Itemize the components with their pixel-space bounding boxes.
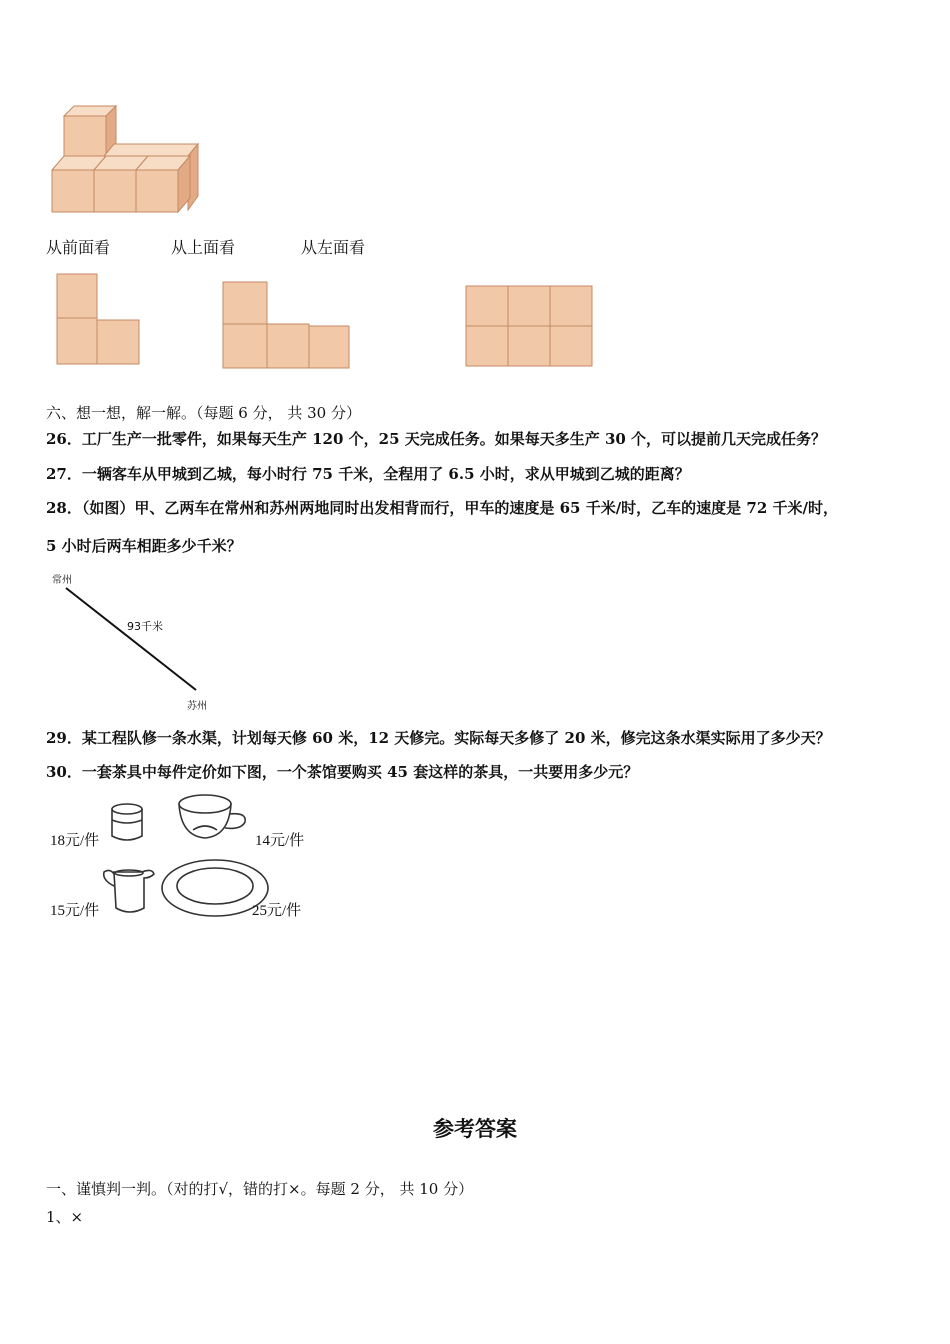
cup-price: 18元/件 bbox=[50, 833, 100, 849]
question-28-line1: 28．（如图）甲、乙两车在常州和苏州两地同时出发相背而行，甲车的速度是 65 千米/时，乙车的速度是 72 千米/时， bbox=[46, 499, 838, 517]
left-view-figure bbox=[464, 284, 596, 370]
question-28-line2: 5 小时后两车相距多少千米？ bbox=[46, 537, 242, 555]
teapot-price: 15元/件 bbox=[50, 903, 100, 919]
distance-label: 93千米 bbox=[127, 620, 163, 633]
answers-title: 参考答案 bbox=[433, 1117, 517, 1141]
view-label-left: 从左面看 bbox=[301, 238, 366, 257]
distance-line bbox=[62, 584, 202, 694]
cube-arrangement-figure bbox=[50, 104, 205, 216]
view-label-top: 从上面看 bbox=[171, 238, 236, 257]
section6-title: 六、想一想，解一解。（每题 6 分， 共 30 分） bbox=[46, 404, 361, 422]
front-view-figure bbox=[55, 272, 145, 368]
answers-section1-title: 一、谨慎判一判。（对的打√，错的打×。每题 2 分， 共 10 分） bbox=[46, 1180, 474, 1198]
bowl-icon bbox=[175, 792, 251, 848]
view-label-front: 从前面看 bbox=[46, 238, 111, 257]
city-changzhou-label: 常州 bbox=[52, 575, 72, 586]
top-view-figure bbox=[221, 280, 355, 372]
cup-icon bbox=[106, 800, 152, 846]
plate-price: 25元/件 bbox=[252, 903, 302, 919]
question-30: 30．一套茶具中每件定价如下图，一个茶馆要购买 45 套这样的茶具，一共要用多少元？ bbox=[46, 763, 639, 781]
teapot-icon bbox=[100, 864, 156, 918]
question-26: 26．工厂生产一批零件，如果每天生产 120 个，25 天完成任务。如果每天多生产 30 个，可以提前几天完成任务？ bbox=[46, 430, 827, 448]
question-27: 27．一辆客车从甲城到乙城，每小时行 75 千米，全程用了 6.5 小时，求从甲城到乙城的距离？ bbox=[46, 465, 690, 483]
question-29: 29．某工程队修一条水渠，计划每天修 60 米，12 天修完。实际每天多修了 20 米，修完这条水渠实际用了多少天？ bbox=[46, 729, 831, 747]
answer-1: 1、× bbox=[46, 1208, 84, 1226]
city-suzhou-label: 苏州 bbox=[187, 701, 207, 712]
bowl-price: 14元/件 bbox=[255, 833, 305, 849]
